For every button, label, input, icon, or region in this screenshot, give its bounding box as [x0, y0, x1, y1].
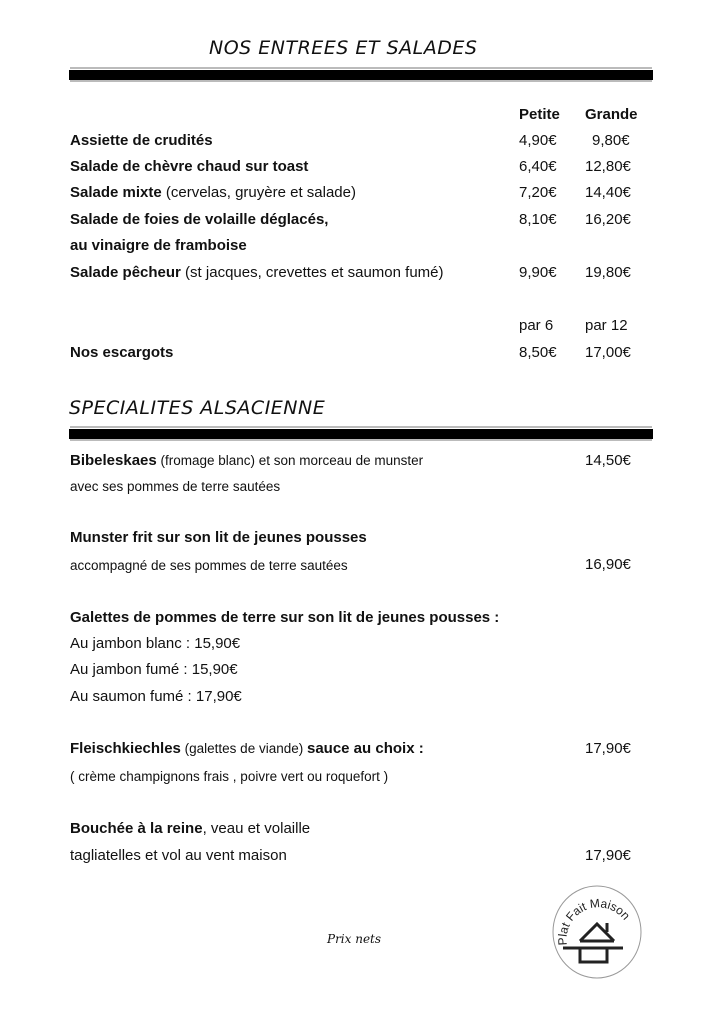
galettes-option: Au jambon blanc : 15,90€	[70, 635, 241, 652]
escargots-par12: 17,00€	[585, 344, 631, 361]
price-grande: 19,80€	[585, 264, 631, 281]
specialites-title: SPECIALITES ALSACIENNE	[69, 397, 326, 419]
fleisch-price: 17,90€	[585, 740, 631, 757]
dish-detail: (st jacques, crevettes et saumon fumé)	[180, 264, 444, 281]
price-petite: 6,40€	[519, 158, 557, 175]
dish-detail: (cervelas, gruyère et salade)	[161, 184, 356, 201]
galettes-name: Galettes de pommes de terre sur son lit de jeunes pousses :	[70, 609, 500, 626]
dish-detail: (fromage blanc) et son morceau de munster	[156, 453, 424, 468]
munster-line2: accompagné de ses pommes de terre sautées	[70, 558, 348, 573]
dish-name: Salade mixte	[70, 184, 162, 201]
col-par6: par 6	[519, 317, 554, 334]
price-grande: 14,40€	[585, 184, 631, 201]
col-grande: Grande	[585, 106, 638, 123]
section-divider	[69, 69, 653, 80]
entree-name	[70, 264, 444, 282]
fleisch-line1	[70, 740, 424, 758]
bouchee-price: 17,90€	[585, 847, 631, 864]
dish-detail: (galettes de viande)	[180, 741, 307, 756]
bouchee-line1	[70, 820, 310, 838]
dish-name: Salade de chèvre chaud sur toast	[70, 158, 309, 175]
munster-price: 16,90€	[585, 556, 631, 573]
price-petite: 8,10€	[519, 211, 557, 228]
dish-sauce: sauce au choix :	[306, 740, 424, 757]
dish-name: Salade pêcheur	[70, 264, 181, 281]
price-petite: 7,20€	[519, 184, 557, 201]
galettes-option: Au jambon fumé : 15,90€	[70, 661, 238, 678]
price-petite: 9,90€	[519, 264, 557, 281]
dish-name: Salade de foies de volaille déglacés,	[70, 211, 329, 228]
bouchee-line2: tagliatelles et vol au vent maison	[70, 847, 287, 864]
bibeleskaes-line1	[70, 452, 423, 470]
fleisch-line2: ( crème champignons frais , poivre vert ou roquefort )	[70, 769, 389, 784]
galettes-option: Au saumon fumé : 17,90€	[70, 688, 242, 705]
dish-name: Fleischkiechles	[70, 740, 181, 757]
dish-name: Bibeleskaes	[70, 452, 157, 469]
prix-nets-note: Prix nets	[327, 932, 382, 946]
dish-name: Assiette de crudités	[70, 132, 213, 149]
col-par12: par 12	[585, 317, 628, 334]
entree-name	[70, 184, 356, 202]
price-grande: 12,80€	[585, 158, 631, 175]
dish-detail: , veau et volaille	[202, 820, 311, 837]
col-petite: Petite	[519, 106, 560, 123]
escargots-par6: 8,50€	[519, 344, 557, 361]
section-divider	[69, 428, 653, 439]
fait-maison-logo	[550, 885, 644, 979]
entrees-title: NOS ENTREES ET SALADES	[209, 37, 478, 59]
price-petite: 4,90€	[519, 132, 557, 149]
entree-name	[70, 237, 247, 255]
dish-name: au vinaigre de framboise	[70, 237, 247, 254]
entree-name	[70, 132, 213, 150]
bibeleskaes-line2: avec ses pommes de terre sautées	[70, 479, 281, 494]
dish-name: Bouchée à la reine	[70, 820, 203, 837]
price-grande: 9,80€	[592, 132, 630, 149]
entree-name	[70, 158, 308, 176]
entree-name	[70, 211, 328, 229]
bibeleskaes-price: 14,50€	[585, 452, 631, 469]
munster-name: Munster frit sur son lit de jeunes pousses	[70, 529, 367, 546]
svg-text:Plat Fait Maison: Plat Fait Maison	[555, 896, 633, 946]
price-grande: 16,20€	[585, 211, 631, 228]
escargots-name: Nos escargots	[70, 344, 174, 361]
